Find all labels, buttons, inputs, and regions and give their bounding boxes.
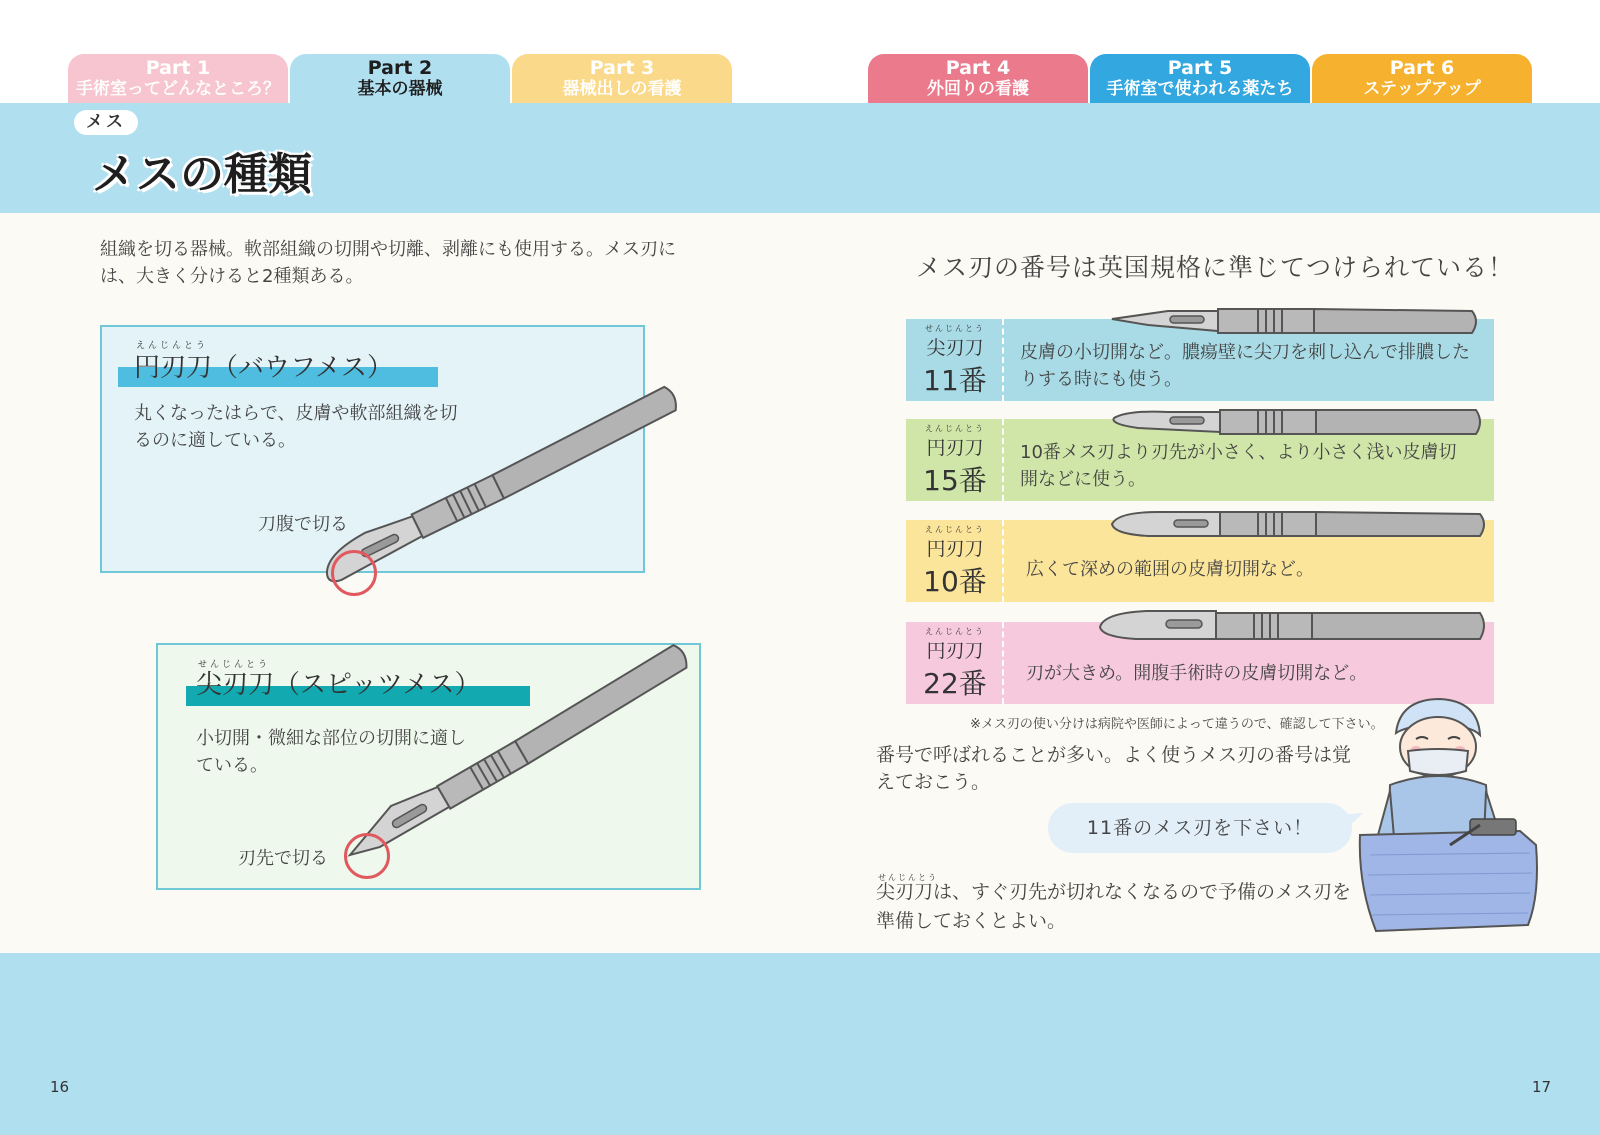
blade-number: 22番	[923, 667, 987, 700]
number-memo-text: 番号で呼ばれることが多い。よく使うメス刃の番号は覚えておこう。	[876, 744, 1352, 793]
usage-note: ※メス刃の使い分けは病院や医師によって違うので、確認して下さい。	[970, 717, 1384, 732]
blade-description: 皮膚の小切開など。膿瘍壁に尖刀を刺し込んで排膿したりする時にも使う。	[1020, 342, 1470, 390]
pointed-blade-heading: 尖刃刀（スピッツメス）	[196, 670, 481, 700]
blade-kind-ruby: えんじんとう	[925, 627, 985, 636]
blade-number: 10番	[923, 565, 987, 598]
blade-number: 15番	[923, 464, 987, 497]
blade-kind: 円刃刀	[926, 437, 984, 459]
round-blade-highlight-circle	[331, 550, 377, 596]
blade-kind: 尖刃刀	[926, 337, 984, 359]
intro-text: 組織を切る器械。軟部組織の切開や切離、剥離にも使用する。メス刃には、大きく分けると2種類ある。	[100, 239, 676, 287]
tab-part6[interactable]	[1312, 54, 1532, 104]
tab-title: ステップアップ	[1363, 78, 1481, 99]
blade-kind-ruby: えんじんとう	[925, 525, 985, 534]
tab-part-label: Part 6	[1389, 57, 1455, 79]
blade-kind: 円刃刀	[926, 538, 984, 560]
tab-title: 手術室で使われる薬たち	[1106, 78, 1294, 99]
pointed-blade-cut-label: 刃先で切る	[238, 848, 328, 869]
speech-bubble: 11番のメス刃を下さい！	[1048, 803, 1352, 853]
tab-title: 器械出しの看護	[562, 78, 682, 99]
round-blade-cut-label: 刀腹で切る	[258, 514, 348, 535]
round-scalpel-illustration	[318, 418, 698, 588]
tab-title: 基本の器械	[357, 78, 443, 99]
blade-kind: 円刃刀	[926, 640, 984, 662]
tab-part-label: Part 4	[945, 57, 1011, 79]
blade-kind-ruby: せんじんとう	[925, 324, 985, 333]
tip-ruby: せんじんとう	[878, 873, 938, 882]
pointed-blade-highlight-circle	[344, 833, 390, 879]
scrub-nurse-illustration	[1360, 695, 1540, 940]
tab-part2[interactable]	[290, 54, 510, 104]
blade-description: 刃が大きめ。開腹手術時の皮膚切開など。	[1026, 663, 1368, 684]
tab-part1[interactable]	[68, 54, 288, 104]
tab-part-label: Part 3	[589, 57, 655, 79]
tab-part3[interactable]	[512, 54, 732, 104]
round-blade-heading: 円刃刀（バウフメス）	[134, 353, 393, 383]
blade-description: 10番メス刃より刃先が小さく、より小さく浅い皮膚切開などに使う。	[1020, 442, 1457, 490]
pointed-scalpel-illustration	[350, 690, 730, 860]
page-title: メスの種類	[92, 149, 312, 200]
tab-part4[interactable]	[868, 54, 1088, 104]
scalpel-11-illustration	[1108, 303, 1488, 343]
blade-name-cell	[906, 419, 1004, 501]
tab-part-label: Part 2	[367, 57, 433, 79]
tab-title: 手術室ってどんなところ？	[76, 78, 280, 99]
scalpel-15-illustration	[1108, 404, 1488, 444]
blade-number: 11番	[923, 364, 987, 397]
tab-title: 外回りの看護	[927, 78, 1029, 99]
pointed-blade-description: 小切開・微細な部位の切開に適している。	[196, 728, 466, 776]
category-chip: メス	[74, 110, 138, 135]
blade-number-title: メス刃の番号は英国規格に準じてつけられている！	[916, 253, 1515, 282]
tab-part-label: Part 1	[145, 57, 211, 79]
blade-name-cell	[906, 319, 1004, 401]
pointed-blade-ruby: せんじんとう	[198, 660, 271, 670]
round-blade-ruby: えんじんとう	[136, 341, 209, 351]
spare-blade-tip: 尖刃刀は、すぐ刃先が切れなくなるので予備のメス刃を準備しておくとよい。	[876, 881, 1352, 932]
blade-name-cell	[906, 622, 1004, 704]
tab-part5[interactable]	[1090, 54, 1310, 104]
blade-name-cell	[906, 520, 1004, 602]
scalpel-10-illustration	[1108, 506, 1488, 546]
page-number-right: 17	[1532, 1078, 1552, 1096]
page-number-left: 16	[50, 1078, 70, 1096]
round-blade-description: 丸くなったはらで、皮膚や軟部組織を切るのに適している。	[134, 403, 458, 451]
scalpel-22-illustration	[1096, 607, 1476, 647]
blade-description: 広くて深めの範囲の皮膚切開など。	[1026, 559, 1314, 580]
blade-kind-ruby: えんじんとう	[925, 424, 985, 433]
footer-band	[0, 953, 1600, 1135]
tab-part-label: Part 5	[1167, 57, 1233, 79]
